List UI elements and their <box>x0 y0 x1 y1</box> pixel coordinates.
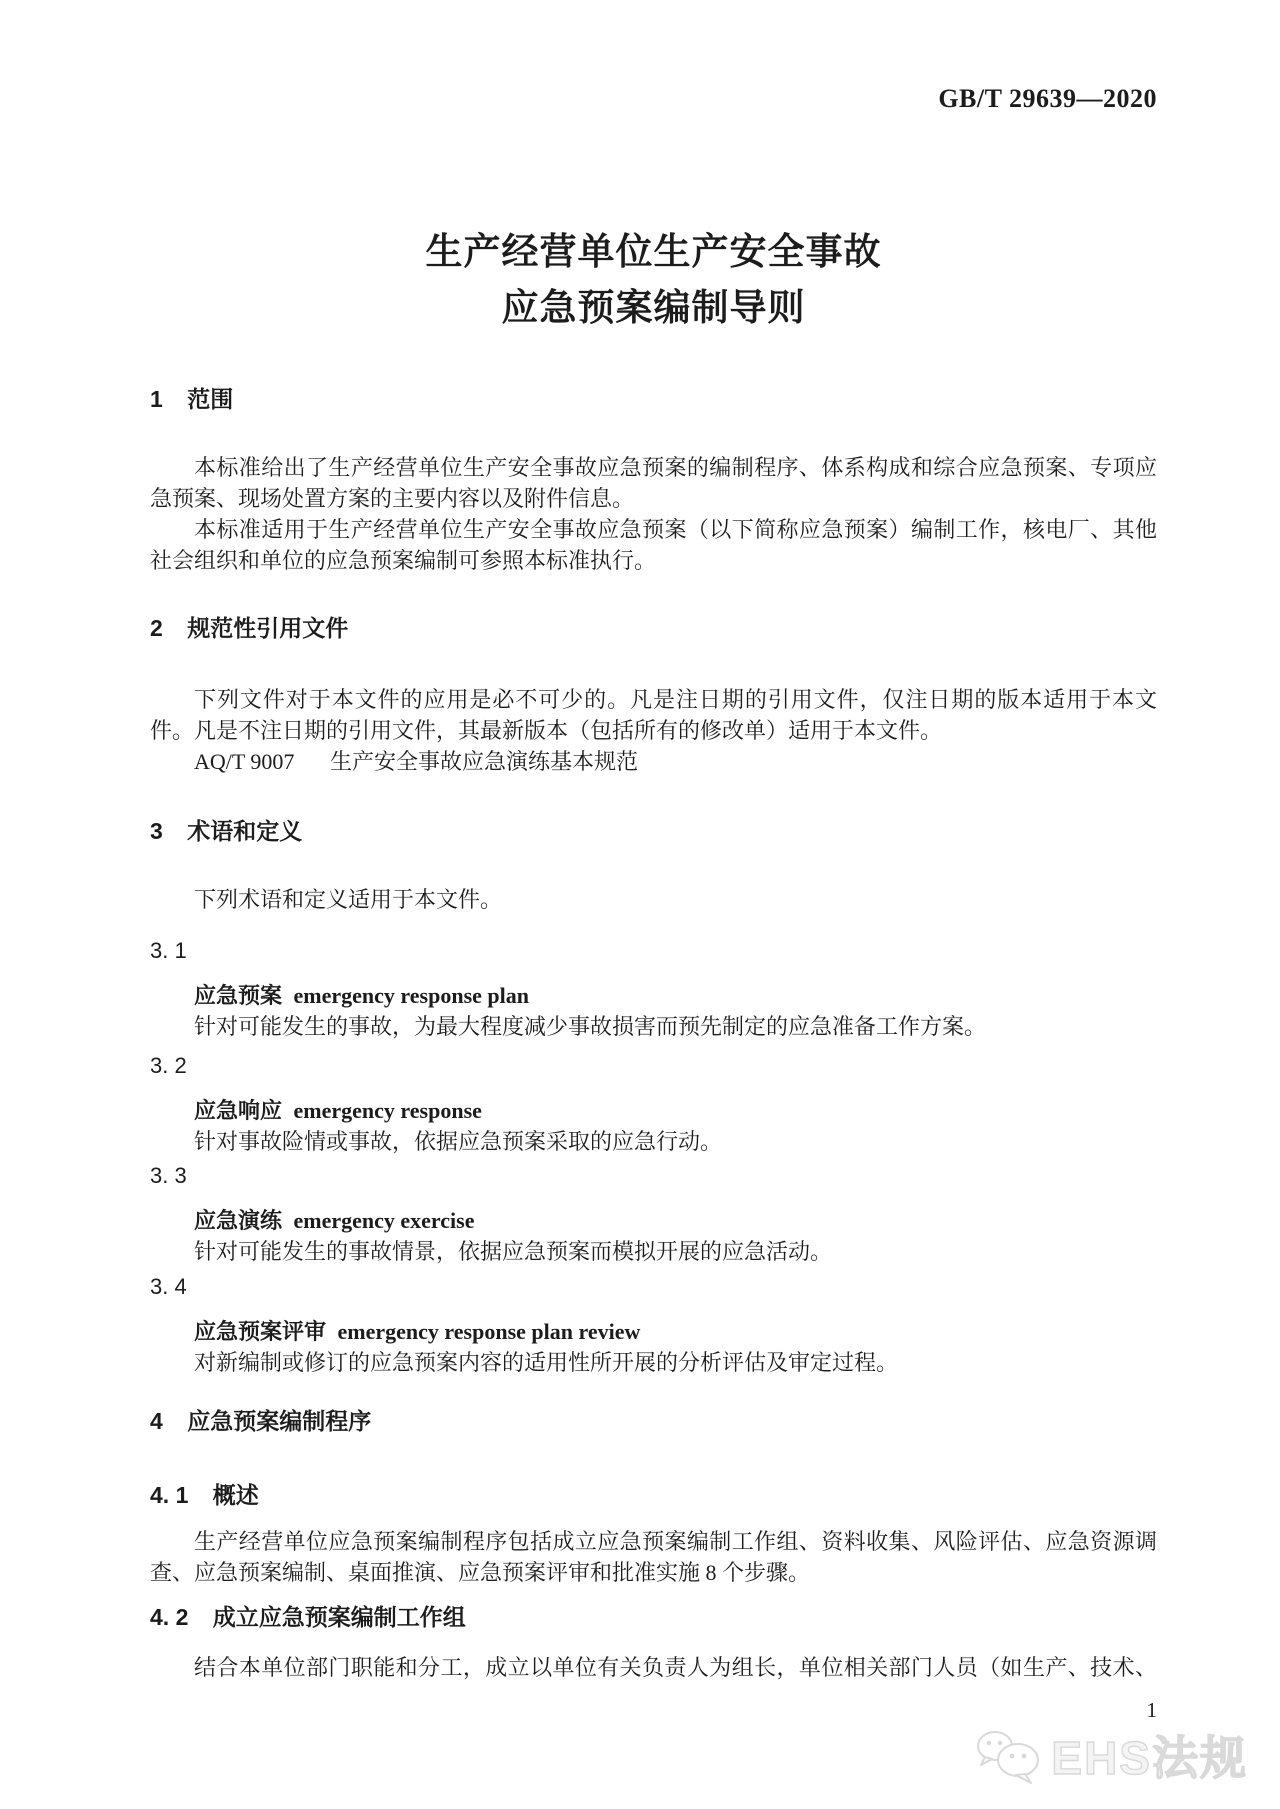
section-4-heading <box>150 1410 1157 1433</box>
term-number: 3. 1 <box>150 938 187 963</box>
term-name-en: emergency response <box>293 1098 482 1123</box>
section-4-2-heading <box>150 1606 1157 1629</box>
section-4-1-body <box>150 1526 1157 1588</box>
section-4-2-body <box>150 1652 1157 1683</box>
section-1-heading <box>150 388 1157 411</box>
term-name <box>194 1205 1157 1236</box>
section-4-1-heading <box>150 1484 1157 1507</box>
section-3-heading <box>150 820 1157 843</box>
reference-code: AQ/T 9007 <box>194 749 295 774</box>
section-4-1-title: 概述 <box>212 1482 259 1508</box>
paragraph: 本标准适用于生产经营单位生产安全事故应急预案（以下简称应急预案）编制工作，核电厂、其他社会组织和单位的应急预案编制可参照本标准执行。 <box>150 517 1157 573</box>
term-name-en: emergency exercise <box>293 1208 475 1233</box>
section-2-heading <box>150 617 1157 640</box>
term-number: 3. 3 <box>150 1163 187 1188</box>
term-definition: 对新编制或修订的应急预案内容的适用性所开展的分析评估及审定过程。 <box>194 1350 899 1375</box>
section-4-1-number: 4. 1 <box>150 1482 189 1508</box>
document-title-line2: 应急预案编制导则 <box>501 287 806 328</box>
section-4-2-title: 成立应急预案编制工作组 <box>212 1604 466 1630</box>
term-name-zh: 应急预案 <box>194 983 283 1008</box>
section-3-title: 术语和定义 <box>187 818 303 844</box>
section-3-intro <box>150 884 1157 915</box>
standard-code: GB/T 29639—2020 <box>938 84 1157 113</box>
term-name <box>194 1316 1157 1347</box>
term-name-en: emergency response plan review <box>337 1319 641 1344</box>
term-number: 3. 2 <box>150 1053 187 1078</box>
section-2-title: 规范性引用文件 <box>187 615 349 641</box>
term-entry-3-2 <box>150 1050 1157 1157</box>
term-number: 3. 4 <box>150 1274 187 1299</box>
document-title-line1: 生产经营单位生产安全事故 <box>425 231 882 272</box>
reference-title: 生产安全事故应急演练基本规范 <box>329 749 638 774</box>
section-1-title: 范围 <box>187 386 234 412</box>
paragraph: 生产经营单位应急预案编制程序包括成立应急预案编制工作组、资料收集、风险评估、应急资源调查、应急预案编制、桌面推演、应急预案评审和批准实施 8 个步骤。 <box>150 1529 1157 1585</box>
section-2-body <box>150 684 1157 777</box>
term-entry-3-3 <box>150 1160 1157 1267</box>
term-definition: 针对可能发生的事故，为最大程度减少事故损害而预先制定的应急准备工作方案。 <box>194 1014 987 1039</box>
section-1-number: 1 <box>150 386 163 412</box>
watermark <box>973 1722 1248 1788</box>
paragraph: 结合本单位部门职能和分工，成立以单位有关负责人为组长，单位相关部门人员（如生产、技术、 <box>194 1655 1157 1680</box>
term-definition: 针对可能发生的事故情景，依据应急预案而模拟开展的应急活动。 <box>194 1239 833 1264</box>
section-4-2-number: 4. 2 <box>150 1604 189 1630</box>
term-name-en: emergency response plan <box>293 983 529 1008</box>
term-name-zh: 应急预案评审 <box>194 1319 327 1344</box>
paragraph: 下列文件对于本文件的应用是必不可少的。凡是注日期的引用文件，仅注日期的版本适用于本文件。凡是不注日期的引用文件，其最新版本（包括所有的修改单）适用于本文件。 <box>150 687 1157 743</box>
section-3-number: 3 <box>150 818 163 844</box>
term-entry-3-4 <box>150 1271 1157 1378</box>
section-1-body <box>150 452 1157 576</box>
paragraph: 本标准给出了生产经营单位生产安全事故应急预案的编制程序、体系构成和综合应急预案、专项应急预案、现场处置方案的主要内容以及附件信息。 <box>150 455 1157 511</box>
page-number: 1 <box>1146 1698 1157 1722</box>
normative-reference <box>150 746 1157 777</box>
wechat-icon <box>973 1724 1045 1786</box>
term-name <box>194 1095 1157 1126</box>
term-name <box>194 980 1157 1011</box>
term-name-zh: 应急响应 <box>194 1098 283 1123</box>
section-4-number: 4 <box>150 1408 163 1434</box>
watermark-label: EHS法规 <box>1051 1732 1248 1784</box>
document-title <box>150 224 1157 336</box>
paragraph: 下列术语和定义适用于本文件。 <box>194 887 503 912</box>
section-2-number: 2 <box>150 615 163 641</box>
term-definition: 针对事故险情或事故，依据应急预案采取的应急行动。 <box>194 1129 723 1154</box>
term-name-zh: 应急演练 <box>194 1208 283 1233</box>
section-4-title: 应急预案编制程序 <box>187 1408 372 1434</box>
term-entry-3-1 <box>150 935 1157 1042</box>
